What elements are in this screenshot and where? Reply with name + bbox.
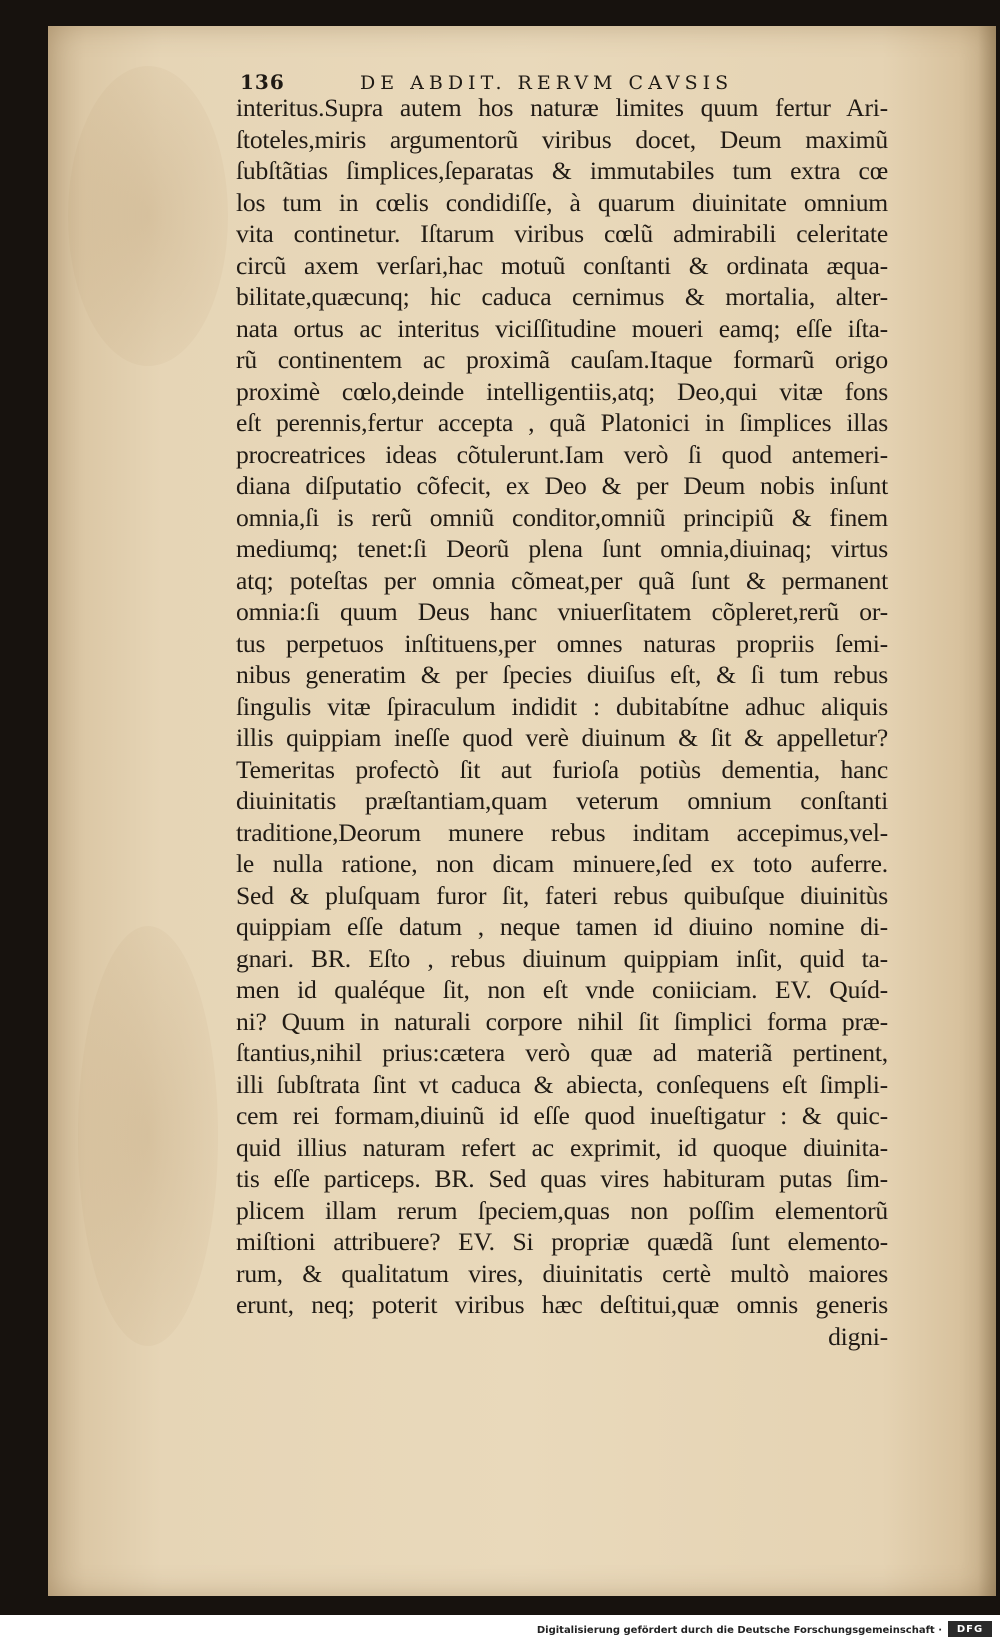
page-stain [68, 66, 228, 366]
body-text [236, 92, 888, 1352]
text-line: ni? Quum in naturali corpore nihil ſit ſimplici forma præ- [236, 1006, 888, 1036]
text-line: diuinitatis præſtantiam,quam veterum omnium conſtanti [236, 786, 888, 815]
text-line: proximè cœlo,deinde intelligentiis,atq; Deo,qui vitæ fons [236, 376, 888, 406]
text-line: circũ axem verſari,hac motuũ conſtanti & ordinata æqua- [236, 250, 888, 280]
text-line: vita continetur. Iſtarum viribus cœlũ admirabili celeritate [236, 219, 888, 248]
text-line: omnia,ſi is rerũ omniũ conditor,omniũ principiũ & finem [236, 502, 888, 532]
text-line: Temeritas profectò ſit aut furioſa potiùs dementia, hanc [236, 754, 888, 784]
text-line: bilitate,quæcunq; hic caduca cernimus & mortalia, alter- [236, 282, 888, 311]
text-line: quippiam eſſe datum , neque tamen id diuino nomine di- [236, 912, 888, 941]
text-line: interitus.Supra autem hos naturæ limites quum fertur Ari- [236, 93, 888, 122]
text-line: cem rei formam,diuinũ id eſſe quod inueſtigatur : & quic- [236, 1101, 888, 1130]
text-line: illi ſubſtrata ſint vt caduca & abiecta, conſequens eſt ſimpli- [236, 1069, 888, 1099]
page-edge-shadow [978, 26, 996, 1596]
running-head [240, 70, 840, 94]
text-line: Sed & pluſquam furor ſit, fateri rebus quibuſque diuinitùs [236, 880, 888, 910]
text-line: nibus generatim & per ſpecies diuiſus eſt, & ſi tum rebus [236, 660, 888, 689]
text-line: mediumq; tenet:ſi Deorũ plena ſunt omnia,diuinaq; virtus [236, 534, 888, 563]
text-line: traditione,Deorum munere rebus inditam accepimus,vel- [236, 817, 888, 847]
text-line: eſt perennis,fertur accepta , quã Platonici in ſimplices illas [236, 408, 888, 437]
text-line: diana diſputatio cõfecit, ex Deo & per Deum nobis inſunt [236, 471, 888, 500]
text-line: tis eſſe particeps. BR. Sed quas vires habituram putas ſim- [236, 1164, 888, 1193]
text-line: le nulla ratione, non dicam minuere,ſed ex toto auferre. [236, 849, 888, 878]
text-line: rum, & qualitatum vires, diuinitatis certè multò maiores [236, 1258, 888, 1288]
text-line: nata ortus ac interitus viciſſitudine moueri eamq; eſſe iſta- [236, 313, 888, 343]
text-line: procreatrices ideas cõtulerunt.Iam verò ſi quod antemeri- [236, 439, 888, 469]
text-line: ſingulis vitæ ſpiraculum indidit : dubitabítne adhuc aliquis [236, 691, 888, 721]
text-line: ſtoteles,miris argumentorũ viribus docet, Deum maximũ [236, 124, 888, 154]
funding-notice: Digitalisierung gefördert durch die Deutsche Forschungsgemeinschaft · [536, 1625, 942, 1636]
text-line: ſubſtãtias ſimplices,ſeparatas & immutabiles tum extra cœ [236, 156, 888, 185]
text-line: tus perpetuos inſtituens,per omnes naturas propriis ſemi- [236, 628, 888, 658]
page-number: 136 [240, 70, 285, 94]
text-line: miſtioni attribuere? EV. Si propriæ quædã ſunt elemento- [236, 1227, 888, 1256]
text-line: los tum in cœlis condidiſſe, à quarum diuinitate omnium [236, 187, 888, 217]
dfg-logo: DFG [948, 1621, 992, 1637]
text-line: erunt, neq; poterit viribus hæc deſtitui,quæ omnis generis [236, 1290, 888, 1319]
text-line: digni- [828, 1321, 888, 1351]
page-stain [78, 926, 218, 1346]
text-line: omnia:ſi quum Deus hanc vniuerſitatem cõpleret,rerũ or- [236, 597, 888, 626]
text-line: quid illius naturam refert ac exprimit, id quoque diuinita- [236, 1132, 888, 1162]
text-line: plicem illam rerum ſpeciem,quas non poſſim elementorũ [236, 1195, 888, 1225]
text-line: gnari. BR. Eſto , rebus diuinum quippiam inſit, quid ta- [236, 943, 888, 973]
text-line: men id qualéque ſit, non eſt vnde coniiciam. EV. Quíd- [236, 975, 888, 1004]
text-line: rũ continentem ac proximã cauſam.Itaque formarũ origo [236, 345, 888, 374]
running-head-title: DE ABDIT. RERVM CAVSIS [360, 72, 734, 94]
text-line: atq; poteſtas per omnia cõmeat,per quã ſunt & permanent [236, 565, 888, 595]
text-line: illis quippiam ineſſe quod verè diuinum & ſit & appelletur? [236, 723, 888, 752]
text-line: ſtantius,nihil prius:cætera verò quæ ad materiã pertinent, [236, 1038, 888, 1067]
